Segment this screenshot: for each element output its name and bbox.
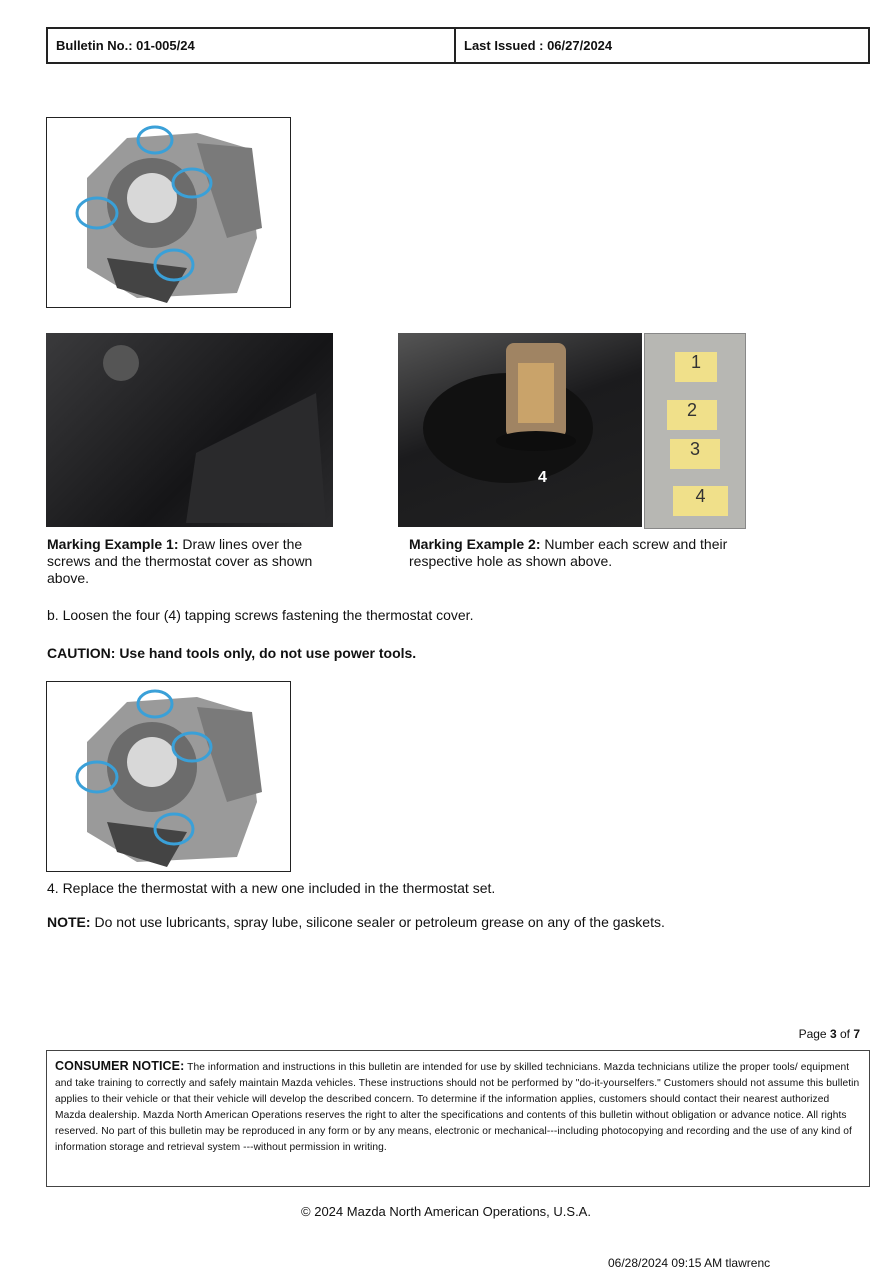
screw-tag-3: 3 [670, 439, 720, 469]
bulletin-number: Bulletin No.: 01-005/24 [48, 29, 456, 62]
page-sep: of [836, 1027, 854, 1041]
thermostat-screws-diagram [46, 117, 291, 308]
notice-text: The information and instructions in this bulletin are intended for use by skilled technicians. Mazda technicians utilize the proper tools/ equipment and take training to correctly and safely maintain Mazda vehicles. These instructions should not be performed by "do-it-yourselfers." Customers should not assume this bulletin applies to their vehicle or that their vehicle will develop the described concern. To determine if the information applies, customers should contact their nearest authorized Mazda dealership. Mazda North American Operations reserves the right to alter the specifications and contents of this bulletin without obligation or advance notice. All rights reserved. No part of this bulletin may be reproduced in any form or by any means, electronic or mechanical---including photocopying and recording and the use of any kind of information storage and retrieval system ---without permission in writing. [55, 1062, 860, 1153]
page-total: 7 [853, 1027, 860, 1041]
bulletin-header [46, 27, 870, 64]
copyright: © 2024 Mazda North American Operations, U.S.A. [301, 1204, 591, 1219]
numbered-screws-photo [644, 333, 746, 529]
page-current: 3 [829, 1027, 837, 1041]
note-text: Do not use lubricants, spray lube, silicone sealer or petroleum grease on any of the gaskets. [90, 914, 665, 930]
note-label: NOTE: [47, 914, 91, 930]
screw-tag-4: 4 [673, 486, 728, 516]
last-issued: Last Issued : 06/27/2024 [464, 38, 613, 53]
hole-number-label: 4 [538, 469, 547, 486]
note [47, 914, 665, 931]
screw-tag-2: 2 [667, 400, 717, 430]
notice-title: CONSUMER NOTICE: [55, 1059, 185, 1073]
caption-title: Marking Example 2: [409, 536, 541, 552]
step-4: 4. Replace the thermostat with a new one included in the thermostat set. [47, 880, 496, 896]
caption-text: Draw lines over the screws and the thermostat cover as shown above. [47, 536, 313, 586]
caption-title: Marking Example 1: [47, 536, 179, 552]
page-prefix: Page [798, 1027, 830, 1041]
page-indicator [799, 1027, 860, 1041]
marking-example-2-photo [398, 333, 642, 527]
screw-tag-1: 1 [675, 352, 717, 382]
step-b: b. Loosen the four (4) tapping screws fastening the thermostat cover. [47, 607, 474, 623]
print-timestamp: 06/28/2024 09:15 AM tlawrenc [608, 1256, 771, 1270]
consumer-notice [46, 1050, 870, 1187]
caution-text: CAUTION: Use hand tools only, do not use power tools. [47, 645, 417, 661]
marking-example-1-photo [46, 333, 333, 527]
thermostat-screws-diagram-2 [46, 681, 291, 872]
marking-example-1-caption [47, 536, 347, 587]
caption-text: Number each screw and their respective hole as shown above. [409, 536, 728, 569]
marking-example-2-caption [409, 536, 769, 570]
